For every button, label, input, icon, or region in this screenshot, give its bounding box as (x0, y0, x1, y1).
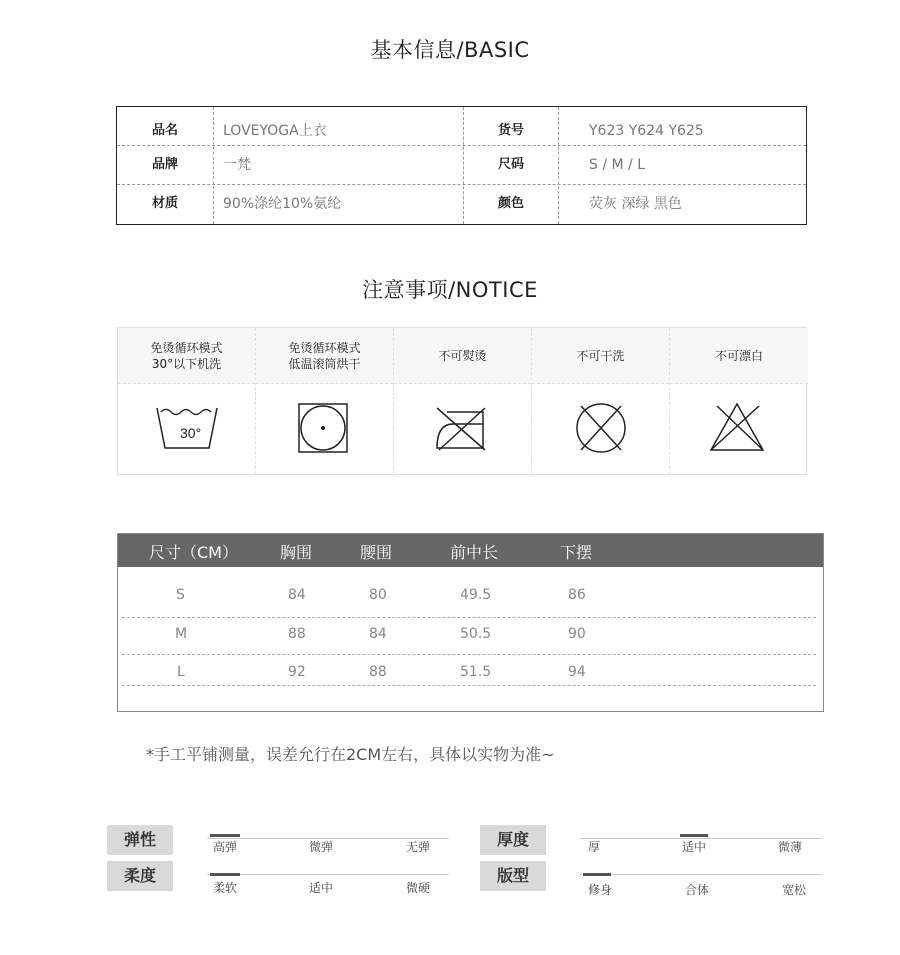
attr-thickness (480, 825, 822, 855)
table-row (122, 618, 816, 655)
attr-fit (480, 861, 822, 897)
size-table (117, 533, 824, 712)
value-color: 荧灰 深绿 黑色 (589, 196, 682, 212)
attr-elasticity (107, 825, 449, 855)
care-label-line1: 不可漂白 (714, 348, 763, 363)
cell-hem: 86 (568, 587, 586, 603)
attr-label: 柔度 (107, 861, 173, 891)
option: 厚 (588, 840, 601, 854)
basic-row-name (117, 107, 806, 146)
option: 宽松 (782, 883, 807, 897)
cell-front-length: 51.5 (460, 664, 492, 680)
care-label-line1: 不可熨烫 (438, 348, 487, 363)
care-item-bleach (670, 328, 808, 474)
wash-30-icon (155, 400, 219, 456)
cell-size: M (175, 626, 188, 642)
header-chest: 胸围 (280, 543, 313, 562)
attr-softness (107, 861, 449, 895)
size-table-header (118, 534, 823, 567)
label-product-name: 品名 (151, 123, 178, 138)
option: 合体 (685, 883, 710, 897)
care-label-line2: 30°以下机洗 (151, 356, 222, 371)
table-row (122, 581, 816, 618)
no-dry-clean-icon (569, 400, 633, 456)
care-label-line1: 免烫循环模式 (150, 340, 223, 355)
cell-chest: 92 (288, 664, 306, 680)
option: 修身 (588, 883, 613, 897)
attr-label: 弹性 (107, 825, 173, 855)
option: 微薄 (778, 840, 803, 854)
care-label-line1: 不可干洗 (576, 348, 625, 363)
value-size: S / M / L (589, 157, 645, 173)
label-color: 颜色 (497, 196, 524, 211)
label-brand: 品牌 (151, 157, 178, 172)
option: 高弹 (213, 840, 238, 854)
cell-size: L (177, 664, 185, 680)
care-label-line2: 低温滚筒烘干 (288, 356, 361, 371)
table-row (122, 655, 816, 686)
measurement-note: *手工平铺测量，误差允行在2CM左右，具体以实物为准~ (146, 745, 555, 764)
header-hem: 下摆 (560, 543, 593, 562)
care-item-wash (118, 328, 256, 474)
selected-marker (680, 834, 708, 837)
tumble-dry-low-icon (293, 400, 357, 456)
cell-hem: 90 (568, 626, 586, 642)
care-item-dry (256, 328, 394, 474)
care-label-line1: 免烫循环模式 (288, 340, 361, 355)
option: 适中 (309, 881, 334, 895)
option: 柔软 (213, 881, 238, 895)
no-iron-icon (431, 400, 495, 456)
header-waist: 腰围 (360, 543, 393, 562)
selected-marker (210, 834, 240, 837)
care-item-dry-clean (532, 328, 670, 474)
cell-front-length: 49.5 (460, 587, 492, 603)
cell-hem: 94 (568, 664, 586, 680)
basic-row-brand (117, 146, 806, 185)
value-brand: 一梵 (223, 157, 251, 173)
basic-info-table (116, 106, 807, 225)
attr-label: 厚度 (480, 825, 546, 855)
care-instructions-grid (117, 327, 807, 475)
value-material: 90%涤纶10%氨纶 (223, 196, 342, 212)
basic-title: 基本信息/BASIC (370, 38, 530, 62)
no-bleach-icon (707, 400, 771, 456)
basic-row-material (117, 185, 806, 224)
selected-marker (583, 873, 611, 876)
cell-size: S (176, 587, 185, 603)
cell-waist: 88 (369, 664, 387, 680)
option: 无弹 (406, 840, 431, 854)
header-size: 尺寸（CM） (149, 543, 238, 562)
option: 适中 (682, 840, 707, 854)
cell-front-length: 50.5 (460, 626, 492, 642)
wash-temp-text: 30° (180, 425, 202, 441)
cell-waist: 84 (369, 626, 387, 642)
label-item-number: 货号 (497, 123, 524, 138)
option: 微弹 (309, 840, 334, 854)
cell-waist: 80 (369, 587, 387, 603)
header-front-length: 前中长 (450, 543, 499, 562)
cell-chest: 84 (288, 587, 306, 603)
cell-chest: 88 (288, 626, 306, 642)
option: 微硬 (406, 881, 431, 895)
value-item-number: Y623 Y624 Y625 (589, 123, 704, 139)
value-product-name: LOVEYOGA上衣 (223, 123, 327, 139)
label-size: 尺码 (497, 157, 524, 172)
attr-label: 版型 (480, 861, 546, 891)
label-material: 材质 (151, 196, 178, 211)
selected-marker (210, 873, 240, 876)
care-item-iron (394, 328, 532, 474)
notice-title: 注意事项/NOTICE (362, 278, 538, 302)
